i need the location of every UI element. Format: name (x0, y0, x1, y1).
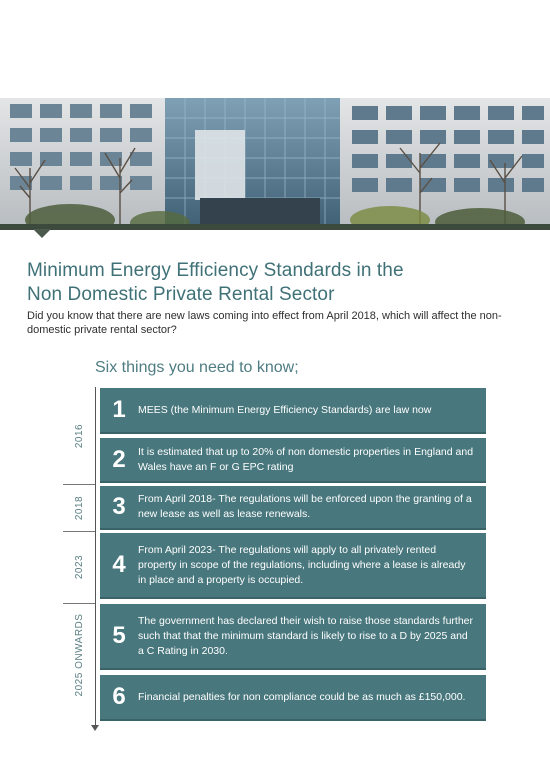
item-number: 3 (112, 493, 126, 520)
list-item (100, 533, 486, 599)
building-illustration (0, 98, 550, 230)
item-number: 6 (112, 683, 126, 710)
list-item (100, 438, 486, 483)
list-item (100, 486, 486, 530)
page-title (27, 259, 507, 307)
list-item (100, 604, 486, 670)
timeline-divider (63, 531, 95, 532)
list-item (100, 388, 486, 434)
item-text: From April 2023- The regulations will apply to all privately rented property in scope of the regulations, including where a lease is already in place and a property is occupied. (138, 543, 466, 586)
timeline-arrow-icon (91, 725, 99, 731)
intro-paragraph: Did you know that there are new laws coming into effect from April 2018, which will affect the non-domestic private rental sector? (27, 310, 502, 336)
item-text: Financial penalties for non compliance could be as much as £150,000. (138, 690, 466, 703)
timeline-divider (63, 603, 95, 604)
timeline-divider (63, 484, 95, 485)
item-number: 1 (112, 396, 126, 423)
item-number: 4 (112, 551, 126, 578)
item-text: It is estimated that up to 20% of non domestic properties in England and Wales have an F or G EPC rating (138, 445, 474, 473)
item-text: From April 2018- The regulations will be enforced upon the granting of a new lease as well as lease renewals. (138, 493, 472, 520)
item-text: The government has declared their wish to raise those standards further such that that the minimum standard is likely to rise to a D by 2025 and a C Rating in 2030. (138, 614, 474, 657)
hero-building-photo (0, 98, 550, 230)
item-text: MEES (the Minimum Energy Efficiency Standards) are law now (138, 403, 432, 416)
title-line-2: Non Domestic Private Rental Sector (27, 284, 335, 305)
title-line-1: Minimum Energy Efficiency Standards in the (27, 260, 404, 281)
timeline-axis (95, 387, 96, 727)
item-number: 2 (112, 445, 126, 473)
section-subheading: Six things you need to know; (95, 359, 299, 376)
item-number: 5 (112, 622, 126, 649)
list-item (100, 675, 486, 721)
hero-pointer-notch (33, 229, 51, 238)
